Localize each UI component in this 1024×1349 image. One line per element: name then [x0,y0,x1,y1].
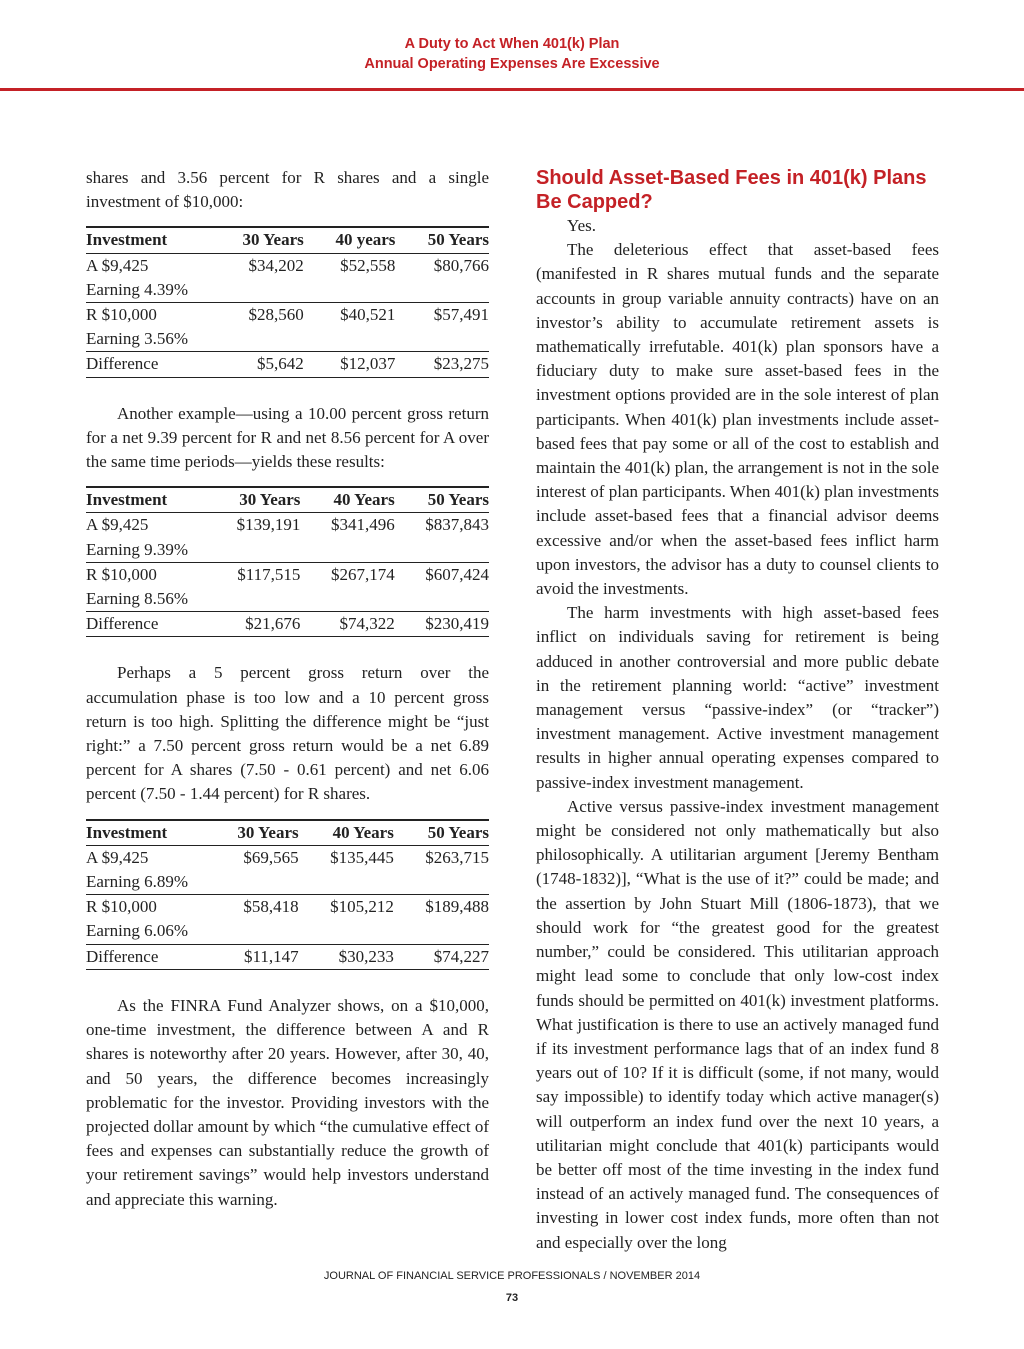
cell: Earning 8.56% [86,587,489,612]
left-paragraph-4: As the FINRA Fund Analyzer shows, on a $10,000, one-time investment, the difference between A and R shares is noteworthy after 20 years. However, after 30, 40, and 50 years, the difference becomes increasingly problematic for the investor. Providing investors with the projected dollar amount by which “the cumulative effect of fees and expenses can substantially reduce the growth of your retirement savings” would help investors understand and appreciate this warning. [86,995,489,1209]
cell: $263,715 [425,847,489,867]
col-header-investment: Investment [86,487,206,513]
cell: $11,147 [207,944,298,969]
cell: A $9,425 [86,847,149,867]
cell: Difference [86,612,206,637]
cell: A $9,425 [86,515,149,535]
col-header-40: 40 Years [300,487,394,513]
cell: $341,496 [330,515,395,535]
cell: A $9,425 [86,255,149,275]
table-row [86,513,489,538]
cell: $117,515 [237,564,301,584]
cell: $21,676 [206,612,300,637]
table-row [86,278,489,303]
cell: $23,275 [395,352,489,377]
left-paragraph-3: Perhaps a 5 percent gross return over the accumulation phase is too low and a 10 percent gross return is too high. Splitting the difference might be “just right:” a 7.50 percent gross return would be a net 6.89 percent for A shares (7.50 - 0.61 percent) and net 6.06 percent (7.50 - 1.44 percent) for R shares. [86,663,489,804]
col-header-30: 30 Years [210,227,304,253]
cell: Earning 6.06% [86,919,489,944]
page-number: 73 [505,1292,519,1304]
col-header-50: 50 Years [395,487,489,513]
table-header-row [86,227,489,253]
col-header-40: 40 years [304,227,396,253]
left-paragraph-1: shares and 3.56 percent for R shares and a single investment of $10,000: [86,168,489,212]
table-row [86,562,489,587]
cell: $58,418 [243,897,299,917]
right-paragraph-1: Yes. [567,216,596,235]
col-header-40: 40 Years [299,820,394,846]
cell: $837,843 [425,515,489,535]
cell: Difference [86,944,207,969]
cell: Difference [86,352,210,377]
table-row [86,612,489,637]
cell: R $10,000 [86,305,157,325]
table-30-40-50-years-b [86,486,489,637]
cell: $34,202 [248,255,304,275]
col-header-30: 30 Years [206,487,300,513]
table-30-40-50-years-c [86,819,489,970]
cell: $267,174 [330,564,395,584]
cell: $607,424 [425,564,489,584]
col-header-50: 50 Years [394,820,489,846]
table-row [86,352,489,377]
cell: $80,766 [433,255,489,275]
cell: $40,521 [340,305,396,325]
right-paragraph-3: The harm investments with high asset-based fees inflict on individuals saving for retirement is being adduced in another controversial and more public debate in the retirement planning world: “active” investment management versus “passive-index” (or “tracker”) investment management. Active investment management results in higher annual operating expenses compared to passive-index investment management. [536,603,939,792]
running-header [0,34,1024,74]
cell: R $10,000 [86,564,157,584]
returns-table-1 [86,226,489,377]
table-row [86,895,489,920]
table-row [86,253,489,278]
cell: Earning 9.39% [86,538,489,563]
header-line-1: A Duty to Act When 401(k) Plan [404,36,620,52]
cell: $5,642 [210,352,304,377]
col-header-50: 50 Years [395,227,489,253]
cell: $28,560 [248,305,304,325]
cell: Earning 6.89% [86,870,489,895]
col-header-investment: Investment [86,820,207,846]
col-header-investment: Investment [86,227,210,253]
journal-footer: JOURNAL OF FINANCIAL SERVICE PROFESSIONALS / NOVEMBER 2014 [323,1270,701,1282]
cell: $74,227 [394,944,489,969]
cell: $69,565 [243,847,299,867]
cell: $30,233 [299,944,394,969]
table-row [86,327,489,352]
cell: $74,322 [300,612,394,637]
table-row [86,919,489,944]
cell: $230,419 [395,612,489,637]
left-column [86,166,489,1212]
left-paragraph-2: Another example—using a 10.00 percent gross return for a net 9.39 percent for R and net 8.56 percent for A over the same time periods—yields these results: [86,403,489,472]
header-rule [0,88,1024,91]
section-heading: Should Asset-Based Fees in 401(k) Plans Be Capped? [536,167,927,213]
cell: R $10,000 [86,897,157,917]
cell: $139,191 [236,515,301,535]
cell: $189,488 [425,897,489,917]
table-row [86,587,489,612]
table-row [86,944,489,969]
cell: Earning 4.39% [86,278,489,303]
col-header-30: 30 Years [207,820,298,846]
table-row [86,870,489,895]
cell: $105,212 [330,897,394,917]
table-row [86,538,489,563]
cell: $52,558 [340,255,396,275]
returns-table-3 [86,819,489,970]
header-line-2: Annual Operating Expenses Are Excessive [364,56,660,72]
right-column [536,166,939,1255]
cell: Earning 3.56% [86,327,489,352]
cell: $135,445 [330,847,394,867]
table-header-row [86,820,489,846]
table-30-40-50-years-a [86,226,489,377]
table-row [86,303,489,328]
table-row [86,845,489,870]
cell: $12,037 [304,352,396,377]
table-header-row [86,487,489,513]
returns-table-2 [86,486,489,637]
cell: $57,491 [433,305,489,325]
right-paragraph-4: Active versus passive-index investment management might be considered not only mathematically but also philosophically. A utilitarian argument [Jeremy Bentham (1748-1832)], “What is the use of it?” could be made; and the assertion by John Stuart Mill (1806-1873), that we should work for “the greatest good for the greatest number,” could be considered. This utilitarian approach might lead some to conclude that only low-cost index funds should be permitted on 401(k) investment platforms. What justification is there to use an actively managed fund if its investment performance lags that of an index fund 8 years out of 10? If it is difficult (some, if not many, would say impossible) to identify today which active manager(s) will outperform an index fund over the next 10 years, a utilitarian might conclude that 401(k) participants would be better off most of the time investing in the index fund instead of an actively managed fund. The consequences of investing in lower cost index funds, more often than not and especially over the long [536,796,939,1252]
right-paragraph-2: The deleterious effect that asset-based fees (manifested in R shares mutual funds and the separate accounts in group variable annuity contracts) have on an investor’s ability to accumulate retirement assets is mathematically irrefutable. 401(k) plan sponsors have a fiduciary duty to make sure asset-based fees in the investment options provided are in the sole interest of plan participants. When 401(k) plan investments include asset-based fees that pay some or all of the cost to establish and maintain the 401(k) plan, the arrangement is not in the sole interest of plan participants. When 401(k) plan investments include asset-based fees that a financial advisor deems excessive and/or when the asset-based fees inflict harm upon investors, the advisor has a duty to counsel clients to avoid the investments. [536,240,939,599]
